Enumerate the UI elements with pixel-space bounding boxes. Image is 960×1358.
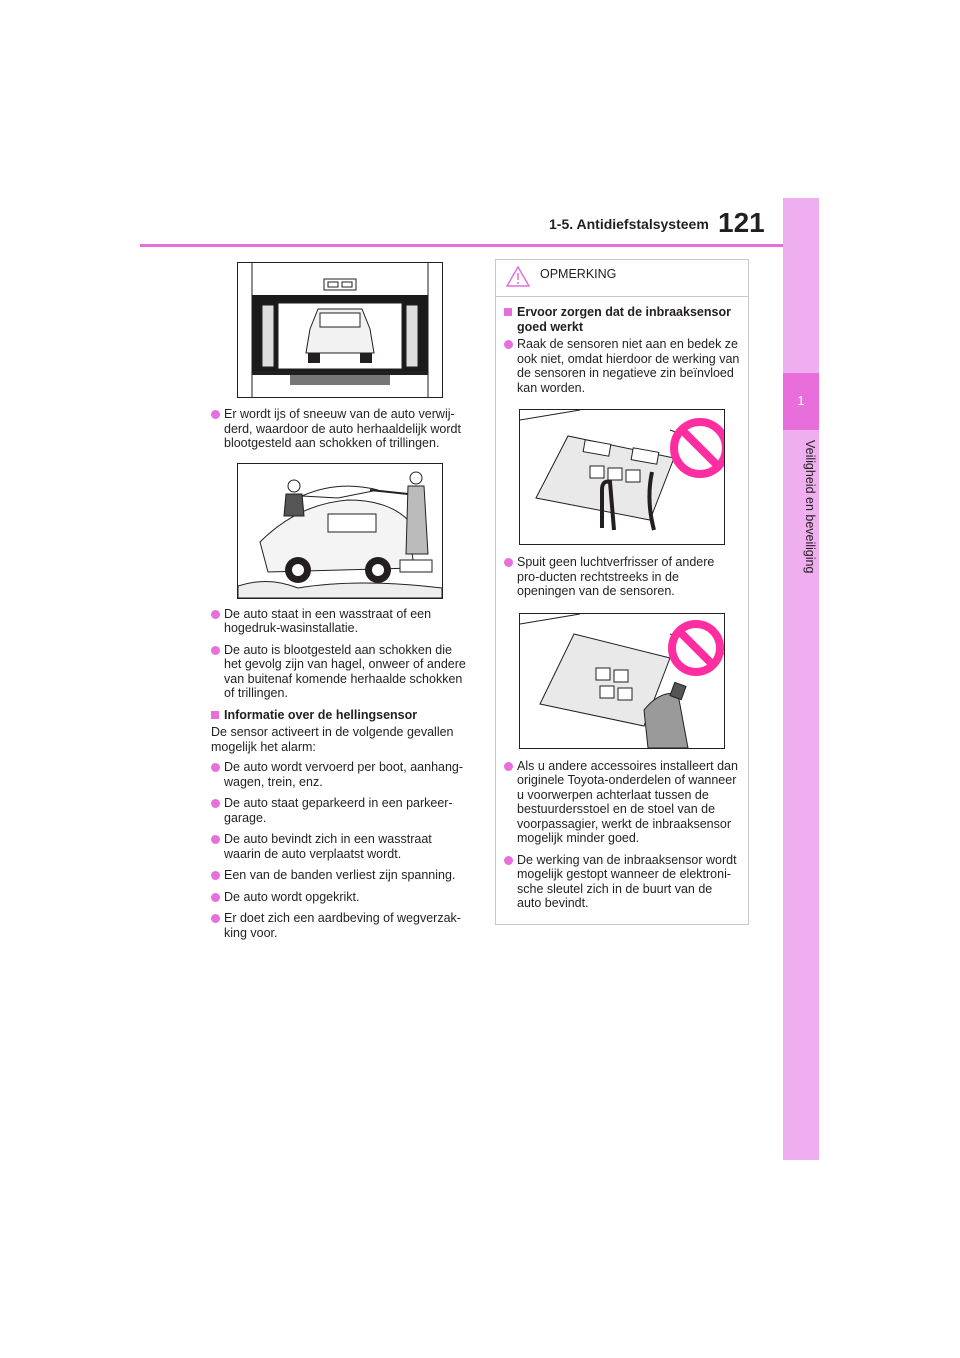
- left-column: [211, 262, 469, 947]
- list-item: De auto wordt opgekrikt.: [211, 890, 469, 905]
- list-item: Er doet zich een aardbeving of wegverzak-king voor.: [211, 911, 469, 940]
- right-column: [495, 259, 749, 925]
- list-item: De auto staat in een wasstraat of een hogedruk-wasinstallatie.: [211, 607, 469, 636]
- spray-illustration: [519, 613, 725, 749]
- warning-triangle-icon: [506, 265, 530, 287]
- list-item: De auto is blootgesteld aan schokken die het gevolg zijn van hagel, onweer of andere van buitenaf komende herhaalde schokken of trillingen.: [211, 643, 469, 701]
- list-item: De werking van de inbraaksensor wordt mogelijk gestopt wanneer de elektroni-sche sleutel zich in de buurt van de auto bevindt.: [504, 853, 740, 911]
- snow-removal-illustration: [237, 463, 443, 599]
- list-item: De auto bevindt zich in een wasstraat waarin de auto verplaatst wordt.: [211, 832, 469, 861]
- list-item: Een van de banden verliest zijn spanning.: [211, 868, 469, 883]
- bullets-mid: [211, 607, 469, 701]
- chapter-number: 1: [797, 393, 805, 408]
- chapter-title: Veiligheid en beveiliging: [803, 440, 817, 574]
- note-body: [496, 297, 748, 911]
- tilt-sensor-heading: Informatie over de hellingsensor: [211, 708, 469, 723]
- header-rule: [140, 244, 790, 247]
- note-box: [495, 259, 749, 925]
- list-item: Er wordt ijs of sneeuw van de auto verwij-derd, waardoor de auto herhaaldelijk wordt blootgesteld aan schokken of trillingen.: [211, 407, 469, 451]
- bullets-bottom: [211, 760, 469, 940]
- car-wash-illustration: [237, 262, 443, 398]
- note-label: OPMERKING: [540, 267, 617, 281]
- list-item: Als u andere accessoires installeert dan originele Toyota-onderdelen of wanneer u voorwerpen achterlaat tussen de bestuurdersstoel en de stoel van de voorpassagier, werkt de inbraaksensor mogelijk minder goed.: [504, 759, 740, 846]
- list-item: De auto staat geparkeerd in een parkeer-garage.: [211, 796, 469, 825]
- note-header: [496, 260, 748, 297]
- sensor-touch-illustration: [519, 409, 725, 545]
- list-item: De auto wordt vervoerd per boot, aanhang-wagen, trein, enz.: [211, 760, 469, 789]
- chapter-side-tab: [783, 198, 819, 1160]
- list-item: Raak de sensoren niet aan en bedek ze ook niet, omdat hierdoor de werking van de sensoren in negatieve zin beïnvloed kan worden.: [504, 337, 740, 395]
- list-item: Spuit geen luchtverfrisser of andere pro-ducten rechtstreeks in de openingen van de sensoren.: [504, 555, 740, 599]
- page-number: 121: [718, 207, 765, 238]
- bullets-top: [211, 407, 469, 451]
- section-title: 1-5. Antidiefstalsysteem: [549, 216, 709, 232]
- tilt-sensor-intro: De sensor activeert in de volgende gevallen mogelijk het alarm:: [211, 725, 454, 754]
- note-heading: Ervoor zorgen dat de inbraaksensor goed werkt: [504, 305, 740, 334]
